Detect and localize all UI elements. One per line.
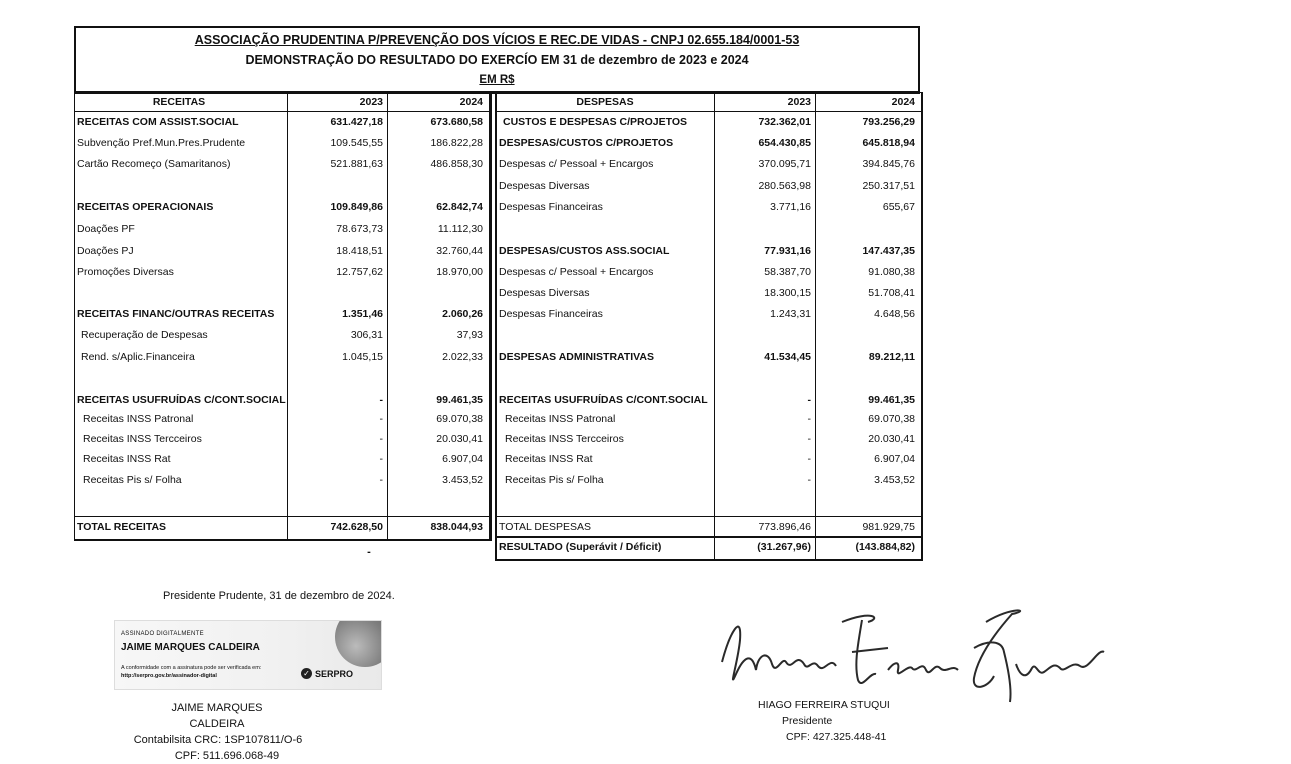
revenue-row-2023: -	[379, 413, 383, 425]
expense-row-2023: -	[807, 453, 811, 465]
stamp-signer-name: JAIME MARQUES CALDEIRA	[121, 642, 260, 653]
revenue-row-2024: 11.112,30	[437, 223, 483, 235]
revenue-row-2023: -	[379, 474, 383, 486]
expense-row-label: Receitas INSS Rat	[505, 453, 593, 465]
revenue-row-2024: 69.070,38	[436, 413, 483, 425]
revenue-row-2023: 306,31	[350, 329, 383, 341]
expense-row-2024: 69.070,38	[868, 413, 915, 425]
revenue-total-2023: 742.628,50	[330, 521, 383, 533]
statement-header	[74, 26, 920, 94]
revenue-row-label: RECEITAS OPERACIONAIS	[77, 201, 214, 213]
revenue-header-2024: 2024	[459, 96, 483, 108]
revenue-row-2023: -	[379, 394, 383, 406]
revenue-row-2023: 1.045,15	[342, 351, 383, 363]
result-2023: (31.267,96)	[757, 541, 811, 553]
expense-row-2023: 18.300,15	[764, 287, 811, 299]
revenue-row-2024: 186.822,28	[430, 137, 483, 149]
revenue-row-label: Rend. s/Aplic.Financeira	[81, 351, 195, 363]
revenue-row-label: RECEITAS COM ASSIST.SOCIAL	[77, 116, 239, 128]
expense-row-label: Despesas Financeiras	[499, 201, 603, 213]
revenue-row-2024: 20.030,41	[436, 433, 483, 445]
expense-total-label: TOTAL DESPESAS	[499, 521, 592, 533]
president-name: HIAGO FERREIRA STUQUI	[758, 699, 890, 711]
expense-row-2023: 1.243,31	[770, 308, 811, 320]
serpro-seal-icon	[335, 620, 382, 667]
result-2024: (143.884,82)	[855, 541, 915, 553]
revenue-row-2023: 78.673,73	[336, 223, 383, 235]
expense-table	[495, 92, 923, 561]
expense-header-label: DESPESAS	[576, 96, 634, 108]
revenue-header-2023: 2023	[359, 96, 383, 108]
expense-row-label: Receitas INSS Patronal	[505, 413, 616, 425]
expense-row-label: DESPESAS/CUSTOS C/PROJETOS	[499, 137, 674, 149]
expense-row-2024: 91.080,38	[868, 266, 915, 278]
expense-row-2024: 250.317,51	[862, 180, 915, 192]
expense-row-2023: 3.771,16	[770, 201, 811, 213]
expense-row-2024: 20.030,41	[868, 433, 915, 445]
stamp-signed-label: ASSINADO DIGITALMENTE	[121, 631, 204, 637]
revenue-row-2023: 12.757,62	[336, 266, 383, 278]
expense-row-label: Despesas Diversas	[499, 287, 590, 299]
income-statement	[74, 26, 920, 560]
expense-row-2024: 6.907,04	[874, 453, 915, 465]
expense-header-2024: 2024	[891, 96, 915, 108]
revenue-total-2024: 838.044,93	[430, 521, 483, 533]
revenue-table	[74, 92, 492, 541]
expense-row-2024: 147.437,35	[862, 245, 915, 257]
expense-row-2023: 280.563,98	[758, 180, 811, 192]
expense-row-2024: 51.708,41	[868, 287, 915, 299]
expense-row-label: Despesas Diversas	[499, 180, 590, 192]
expense-row-2023: 41.534,45	[764, 351, 811, 363]
result-label: RESULTADO (Superávit / Déficit)	[499, 541, 662, 553]
revenue-row-2023: 1.351,46	[342, 308, 383, 320]
expense-row-label: Despesas Financeiras	[499, 308, 603, 320]
expense-header-2023: 2023	[787, 96, 811, 108]
president-role: Presidente	[782, 715, 833, 727]
expense-row-label: DESPESAS ADMINISTRATIVAS	[499, 351, 654, 363]
expense-row-2023: 58.387,70	[764, 266, 811, 278]
digital-signature-stamp	[114, 620, 382, 690]
expense-row-2024: 793.256,29	[862, 116, 915, 128]
expense-row-2024: 394.845,76	[862, 158, 915, 170]
revenue-row-label: Receitas INSS Tercceiros	[83, 433, 202, 445]
president-cpf: CPF: 427.325.448-41	[786, 731, 887, 743]
accountant-role: Contabilsita CRC: 1SP107811/O-6	[133, 734, 303, 746]
expense-total-2024: 981.929,75	[862, 521, 915, 533]
expense-row-2023: -	[807, 474, 811, 486]
stamp-verify-url: http://serpro.gov.br/assinador-digital	[121, 673, 217, 679]
revenue-row-2023: 18.418,51	[336, 245, 383, 257]
revenue-row-2023: 109.545,55	[330, 137, 383, 149]
revenue-row-label: Cartão Recomeço (Samaritanos)	[77, 158, 231, 170]
president-signature-block	[758, 697, 890, 745]
revenue-row-2024: 32.760,44	[436, 245, 483, 257]
revenue-row-2024: 673.680,58	[430, 116, 483, 128]
revenue-row-2024: 18.970,00	[436, 266, 483, 278]
expense-row-2024: 99.461,35	[868, 394, 915, 406]
revenue-row-label: Subvenção Pref.Mun.Pres.Prudente	[77, 137, 246, 149]
expense-row-2024: 4.648,56	[874, 308, 915, 320]
revenue-row-2023: 631.427,18	[330, 116, 383, 128]
currency-label: EM R$	[479, 74, 515, 86]
revenue-total-label: TOTAL RECEITAS	[77, 521, 167, 533]
expense-row-2024: 89.212,11	[868, 351, 915, 363]
serpro-logo-icon: ✓	[301, 668, 312, 679]
revenue-row-label: RECEITAS FINANC/OUTRAS RECEITAS	[77, 308, 275, 320]
revenue-row-2024: 3.453,52	[442, 474, 483, 486]
revenue-row-label: Recuperação de Despesas	[81, 329, 208, 341]
revenue-row-label: Doações PJ	[77, 245, 134, 257]
revenue-row-label: RECEITAS USUFRUÍDAS C/CONT.SOCIAL	[77, 394, 286, 406]
revenue-row-label: Receitas Pis s/ Folha	[83, 474, 182, 486]
revenue-row-2024: 2.022,33	[442, 351, 483, 363]
organization-title: ASSOCIAÇÃO PRUDENTINA P/PREVENÇÃO DOS VÍCIOS E REC.DE VIDAS - CNPJ 02.655.184/0001-53	[194, 33, 800, 47]
place-date: Presidente Prudente, 31 de dezembro de 2024.	[163, 590, 395, 602]
accountant-signature-block	[133, 700, 303, 764]
expense-row-2023: -	[807, 413, 811, 425]
expense-row-2023: -	[807, 394, 811, 406]
revenue-below-dash: -	[367, 546, 371, 558]
revenue-row-2023: -	[379, 453, 383, 465]
expense-row-label: RECEITAS USUFRUÍDAS C/CONT.SOCIAL	[499, 394, 708, 406]
expense-row-label: Despesas c/ Pessoal + Encargos	[499, 266, 654, 278]
stamp-brand: SERPRO	[315, 669, 354, 679]
revenue-row-label: Receitas INSS Rat	[83, 453, 171, 465]
expense-row-label: Despesas c/ Pessoal + Encargos	[499, 158, 654, 170]
statement-subtitle: DEMONSTRAÇÃO DO RESULTADO DO EXERCÍO EM 31 de dezembro de 2023 e 2024	[245, 53, 749, 67]
revenue-row-2024: 62.842,74	[436, 201, 483, 213]
revenue-row-2024: 99.461,35	[436, 394, 483, 406]
revenue-row-2024: 486.858,30	[430, 158, 483, 170]
accountant-name: JAIME MARQUES CALDEIRA	[171, 702, 263, 730]
expense-row-label: DESPESAS/CUSTOS ASS.SOCIAL	[499, 245, 670, 257]
expense-row-2023: 370.095,71	[758, 158, 811, 170]
handwritten-signature	[712, 592, 1112, 712]
expense-row-label: Receitas Pis s/ Folha	[505, 474, 604, 486]
revenue-row-2023: 109.849,86	[330, 201, 383, 213]
expense-row-2024: 645.818,94	[862, 137, 915, 149]
expense-row-2023: -	[807, 433, 811, 445]
revenue-row-2024: 37,93	[456, 329, 483, 341]
revenue-header-label: RECEITAS	[152, 96, 206, 108]
revenue-row-2024: 6.907,04	[442, 453, 483, 465]
revenue-row-label: Receitas INSS Patronal	[83, 413, 194, 425]
revenue-row-2023: 521.881,63	[330, 158, 383, 170]
revenue-row-2024: 2.060,26	[442, 308, 483, 320]
accountant-cpf: CPF: 511.696.068-49	[174, 750, 280, 762]
expense-row-2024: 3.453,52	[874, 474, 915, 486]
expense-row-label: Receitas INSS Tercceiros	[505, 433, 624, 445]
expense-row-2023: 732.362,01	[758, 116, 811, 128]
revenue-row-label: Doações PF	[77, 223, 135, 235]
revenue-row-label: Promoções Diversas	[77, 266, 174, 278]
expense-row-2023: 654.430,85	[758, 137, 811, 149]
revenue-row-2023: -	[379, 433, 383, 445]
expense-row-2024: 655,67	[882, 201, 915, 213]
stamp-verify-text: A conformidade com a assinatura pode ser verificada em:	[121, 665, 262, 671]
expense-row-label: CUSTOS E DESPESAS C/PROJETOS	[503, 116, 687, 128]
expense-row-2023: 77.931,16	[764, 245, 811, 257]
expense-total-2023: 773.896,46	[758, 521, 811, 533]
